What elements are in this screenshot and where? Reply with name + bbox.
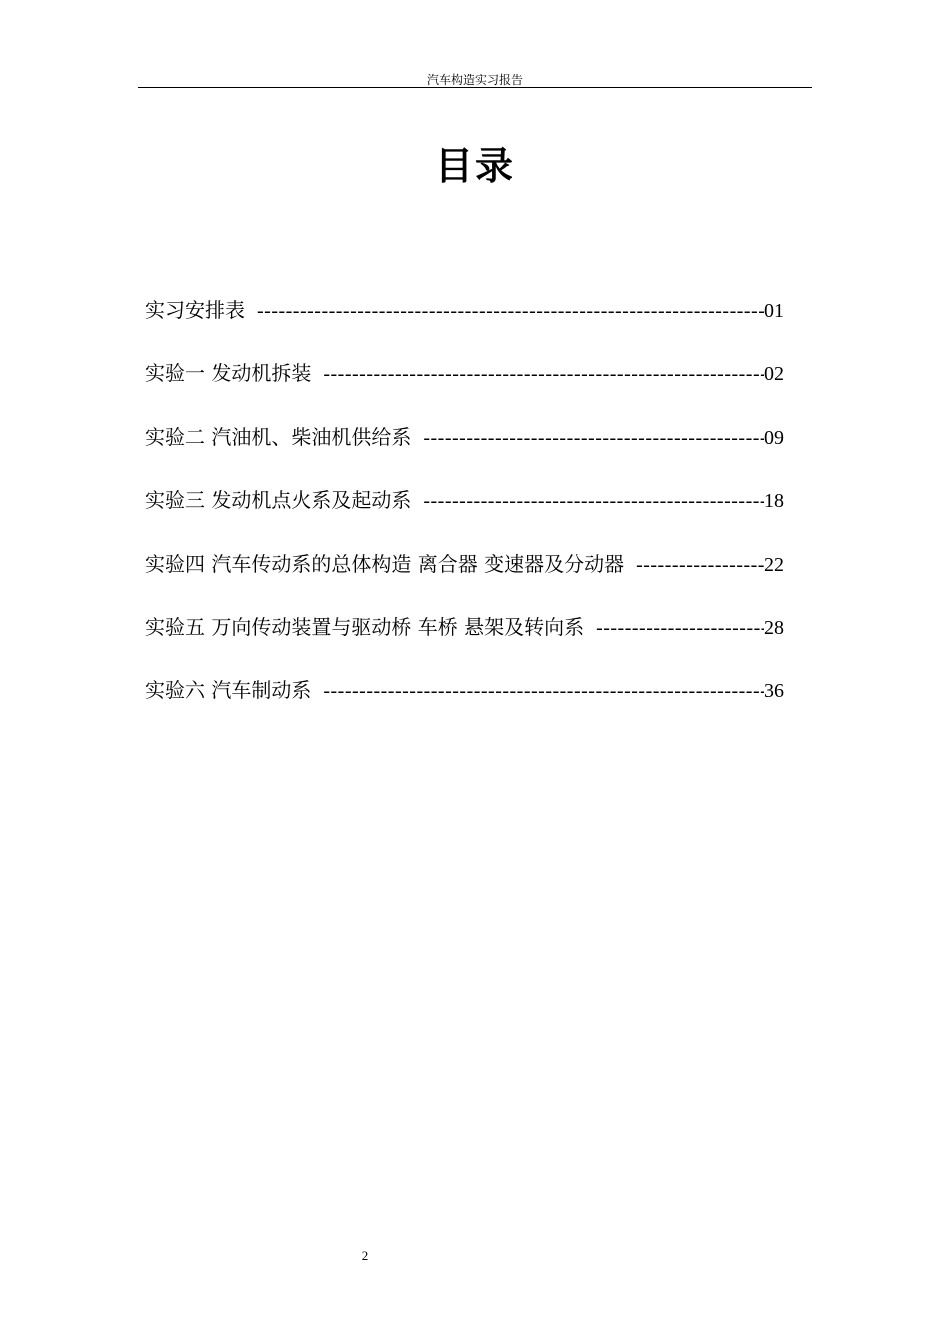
page-header: 汽车构造实习报告 — [426, 73, 523, 87]
toc-dot-leader — [323, 673, 764, 709]
toc-entry-experiment-3[interactable] — [145, 482, 784, 545]
toc-entry-experiment-5[interactable] — [145, 609, 784, 672]
toc-entry-page: 09 — [764, 426, 784, 449]
toc-dot-leader — [596, 610, 764, 646]
toc-dot-leader — [257, 293, 764, 329]
toc-dot-leader — [423, 420, 764, 456]
toc-entry-page: 28 — [764, 616, 784, 639]
toc-entry-label: 实验四 汽车传动系的总体构造 离合器 变速器及分动器 — [145, 551, 625, 576]
toc-entry-experiment-1[interactable] — [145, 355, 784, 418]
toc-list — [145, 292, 784, 736]
toc-entry-label: 实验三 发动机点火系及起动系 — [145, 488, 412, 513]
toc-dot-leader — [636, 547, 764, 583]
toc-entry-label: 实验一 发动机拆装 — [145, 361, 312, 386]
toc-entry-label: 实习安排表 — [145, 298, 245, 322]
toc-entry-page: 18 — [764, 490, 784, 513]
toc-entry-experiment-6[interactable] — [145, 672, 784, 735]
header-rule — [138, 87, 812, 88]
toc-entry-page: 22 — [764, 553, 784, 576]
toc-dot-leader — [323, 356, 764, 392]
toc-entry-schedule[interactable] — [145, 292, 784, 355]
toc-dot-leader — [423, 483, 764, 519]
toc-entry-label: 实验五 万向传动装置与驱动桥 车桥 悬架及转向系 — [145, 614, 585, 639]
toc-entry-experiment-2[interactable] — [145, 419, 784, 482]
toc-entry-label: 实验二 汽油机、柴油机供给系 — [145, 424, 412, 449]
toc-entry-experiment-4[interactable] — [145, 546, 784, 609]
toc-entry-page: 36 — [764, 680, 784, 703]
toc-entry-label: 实验六 汽车制动系 — [145, 678, 312, 703]
page-number: 2 — [361, 1248, 369, 1263]
toc-entry-page: 02 — [764, 363, 784, 386]
toc-title: 目录 — [434, 144, 515, 188]
toc-entry-page: 01 — [764, 300, 784, 322]
